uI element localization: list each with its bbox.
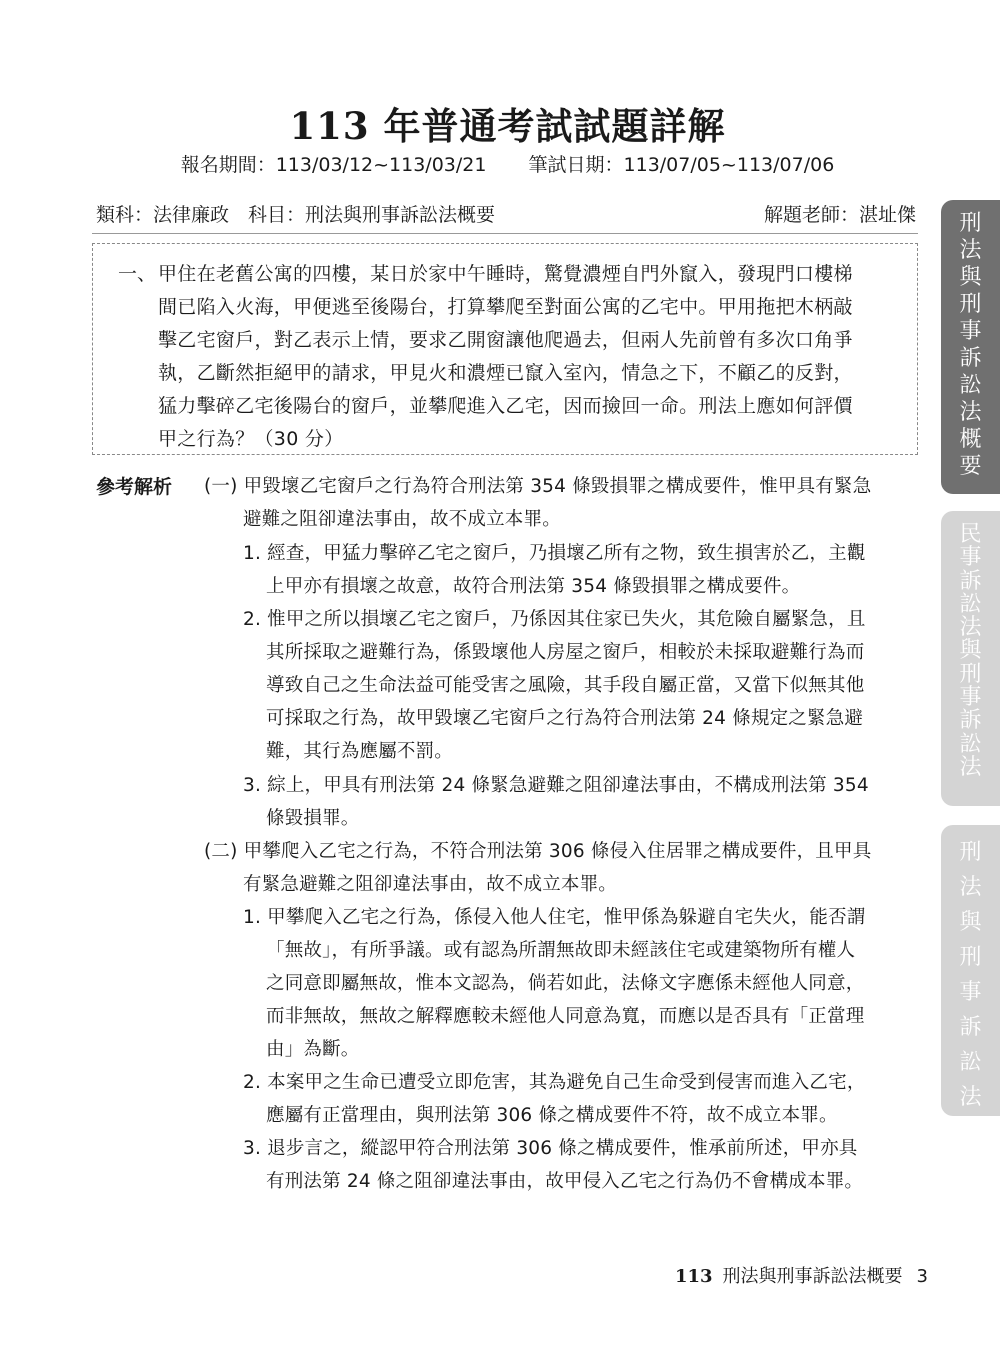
question-line: 甲之行為？（30 分） — [158, 428, 344, 450]
side-tab-criminal-procedure[interactable] — [941, 825, 1000, 1116]
question-line: 間已陷入火海，甲便逃至後陽台，打算攀爬至對面公寓的乙宅中。甲用拖把木柄敲 — [158, 296, 853, 318]
side-tab-char: 法 — [959, 615, 982, 641]
answer-line: (一) 甲毀壞乙宅窗戶之行為符合刑法第 354 條毀損罪之構成要件，惟甲具有緊急 — [204, 476, 872, 497]
answer-line: 其所採取之避難行為，係毀壞他人房屋之窗戶，相較於未採取避難行為而 — [266, 642, 865, 663]
page-footer — [675, 1262, 928, 1288]
question-line: 執，乙斷然拒絕甲的請求，甲見火和濃煙已竄入室內，情急之下，不顧乙的反對， — [158, 362, 853, 384]
answer-line: 2. 本案甲之生命已遭受立即危害，其為避免自己生命受到侵害而進入乙宅， — [243, 1072, 866, 1093]
registration-period: 報名期間：113/03/12~113/03/21 — [180, 154, 487, 176]
side-tab-char: 民 — [959, 522, 982, 547]
answer-line: 3. 綜上，甲具有刑法第 24 條緊急避難之阻卻違法事由，不構成刑法第 354 — [243, 775, 869, 796]
side-tab-char: 訴 — [959, 1015, 982, 1040]
exam-meta — [96, 200, 916, 227]
side-tab-char: 刑 — [959, 211, 982, 236]
category-subject: 類科：法律廉政 科目：刑法與刑事訴訟法概要 — [96, 204, 496, 226]
answer-line: 有刑法第 24 條之阻卻違法事由，故甲侵入乙宅之行為仍不會構成本罪。 — [266, 1171, 864, 1192]
side-tab-char: 刑 — [959, 661, 982, 687]
side-tab-criminal-law[interactable] — [941, 200, 1000, 494]
answer-line: 2. 惟甲之所以損壞乙宅之窗戶，乃係因其住家已失火，其危險自屬緊急，且 — [243, 609, 866, 630]
side-tab-char: 訟 — [959, 731, 982, 757]
teacher: 解題老師：湛址傑 — [763, 204, 916, 226]
side-tab-char: 事 — [959, 319, 982, 344]
answer-line: 可採取之行為，故甲毀壞乙宅窗戶之行為符合刑法第 24 條規定之緊急避 — [266, 708, 864, 729]
question-line: 擊乙宅窗戶，對乙表示上情，要求乙開窗讓他爬過去，但兩人先前曾有多次口角爭 — [158, 329, 853, 351]
side-tab-char: 概 — [959, 427, 982, 452]
exam-dates — [0, 150, 1000, 177]
question-line: 猛力擊碎乙宅後陽台的窗戶，並攀爬進入乙宅，因而撿回一命。刑法上應如何評價 — [158, 395, 853, 417]
side-tab-char: 刑 — [959, 292, 982, 317]
side-tab-char: 事 — [959, 545, 982, 571]
divider — [92, 233, 918, 234]
side-tab-char: 法 — [959, 875, 982, 900]
answer-line: 上甲亦有損壞之故意，故符合刑法第 354 條毀損罪之構成要件。 — [266, 576, 801, 597]
footer-number: 113 — [674, 1266, 713, 1287]
answer-line: 1. 甲攀爬入乙宅之行為，係侵入他人住宅，惟甲係為躲避自宅失火，能否謂 — [243, 907, 866, 928]
side-tab-char: 訴 — [959, 568, 982, 594]
answer-line: 應屬有正當理由，與刑法第 306 條之構成要件不符，故不成立本罪。 — [266, 1105, 838, 1126]
answer-line: 之同意即屬無故，惟本文認為，倘若如此，法條文字應係未經他人同意， — [266, 973, 865, 994]
question-line: 甲住在老舊公寓的四樓，某日於家中午睡時，驚覺濃煙自門外竄入，發現門口樓梯 — [158, 263, 853, 285]
answer-line: 難，其行為應屬不罰。 — [266, 741, 454, 762]
side-tab-char: 法 — [959, 1085, 982, 1110]
side-tab-char: 法 — [959, 400, 982, 425]
page-title: 113 年普通考試試題詳解 — [289, 104, 726, 148]
side-tab-char: 事 — [959, 980, 982, 1005]
side-tab-char: 法 — [959, 238, 982, 263]
answer-label: 參考解析 — [96, 476, 173, 498]
page-number: 3 — [916, 1266, 928, 1287]
side-tab-char: 訟 — [959, 591, 982, 617]
answer-line: (二) 甲攀爬入乙宅之行為，不符合刑法第 306 條侵入住居罪之構成要件，且甲具 — [204, 841, 872, 862]
side-tab-char: 事 — [959, 685, 982, 711]
side-tab-char: 法 — [959, 754, 982, 780]
side-tab-char: 與 — [959, 265, 982, 290]
answer-line: 由」為斷。 — [266, 1039, 360, 1060]
side-tab-char: 刑 — [959, 945, 982, 970]
footer-subject: 刑法與刑事訴訟法概要 — [722, 1266, 903, 1287]
answer-line: 1. 經查，甲猛力擊碎乙宅之窗戶，乃損壞乙所有之物，致生損害於乙，主觀 — [243, 543, 866, 564]
answer-line: 導致自己之生命法益可能受害之風險，其手段自屬正當，又當下似無其他 — [266, 675, 865, 696]
side-tab-char: 與 — [959, 910, 982, 935]
answer-line: 避難之阻卻違法事由，故不成立本罪。 — [243, 509, 561, 530]
answer-line: 3. 退步言之，縱認甲符合刑法第 306 條之構成要件，惟承前所述，甲亦具 — [243, 1138, 858, 1159]
question-number: 一、 — [118, 263, 157, 285]
answer-line: 有緊急避難之阻卻違法事由，故不成立本罪。 — [243, 874, 618, 895]
side-tab-char: 訟 — [959, 1050, 982, 1075]
side-tab-char: 刑 — [959, 840, 982, 865]
answer-line: 而非無故，無故之解釋應較未經他人同意為寬，而應以是否具有「正當理 — [266, 1006, 865, 1027]
side-tab-char: 訴 — [959, 708, 982, 734]
answer-line: 條毀損罪。 — [266, 808, 360, 829]
side-tab-char: 與 — [959, 638, 982, 664]
side-tab-civil-procedure[interactable] — [941, 511, 1000, 806]
side-tab-char: 訴 — [959, 346, 982, 371]
answer-line: 「無故」，有所爭議。或有認為所謂無故即未經該住宅或建築物所有權人 — [266, 940, 856, 961]
exam-date: 筆試日期：113/07/05~113/07/06 — [528, 154, 835, 176]
side-tab-char: 訟 — [959, 373, 982, 398]
side-tab-char: 要 — [959, 454, 982, 479]
